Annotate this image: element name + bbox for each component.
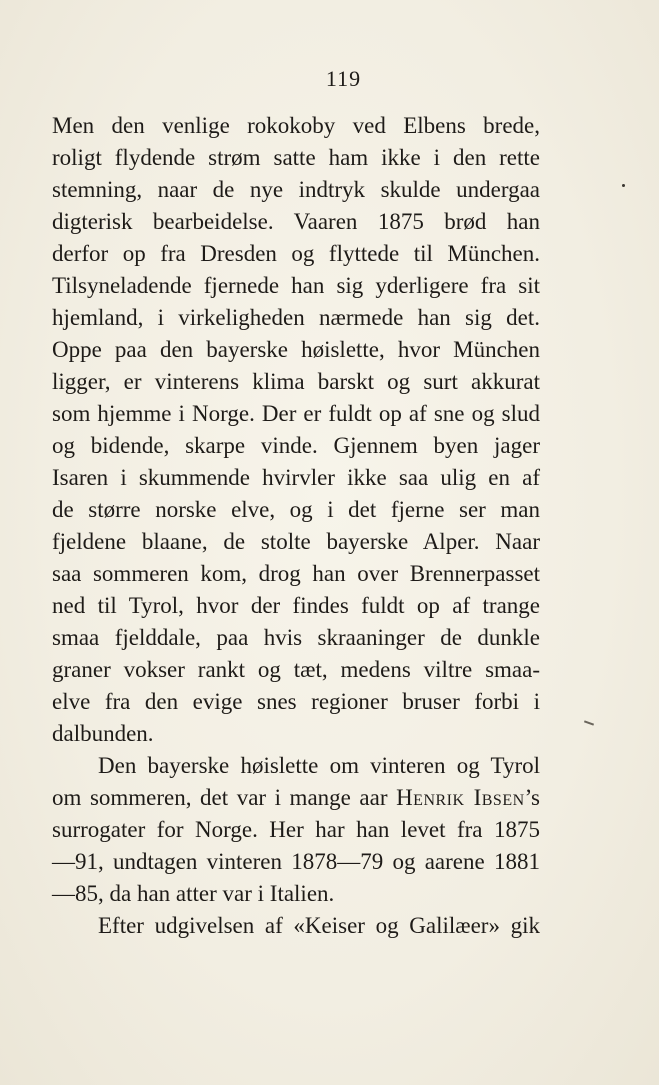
text-line-3: stemning, naar de nye indtryk skulde undergaa [52,177,540,202]
text-line-9: ligger, er vinterens klima barskt og surt akkurat [52,369,540,394]
text-line-15: saa sommeren kom, drog han over Brennerpasset [52,561,540,586]
page-number: 119 [325,66,362,91]
text-line-19: elve fra den evige snes regioner bruser forbi i [52,689,540,714]
author-name: Henrik Ibsen [396,785,525,810]
text-line-22 [52,782,540,814]
text-line-13: de større norske elve, og i det fjerne ser man [52,497,540,522]
text-line-6: Tilsyneladende fjernede han sig yderligere fra sit [52,273,540,298]
text-line-16: ned til Tyrol, hvor der findes fuldt op af trange [52,593,540,618]
text-line-7: hjemland, i virkeligheden nærmede han sig det. [52,305,540,330]
text-line-26: Efter udgivelsen af «Keiser og Galilæer» gik [98,913,540,938]
text-line-10: som hjemme i Norge. Der er fuldt op af sne og slud [52,401,540,426]
text-line-14: fjeldene blaane, de stolte bayerske Alper. Naar [52,529,540,554]
text-line-20: dalbunden. [52,721,154,746]
text-line-25: —85, da han atter var i Italien. [52,881,335,906]
text-line-18: graner vokser rankt og tæt, medens viltre smaa- [52,657,540,682]
text-line-23: surrogater for Norge. Her har han levet fra 1875 [52,817,540,842]
text-line-11: og bidende, skarpe vinde. Gjennem byen jager [52,433,540,458]
text-line-8: Oppe paa den bayerske høislette, hvor München [52,337,540,362]
possessive-suffix: ’s [524,785,541,810]
text-line-17: smaa fjelddale, paa hvis skraaninger de dunkle [52,625,540,650]
text-line-1: Men den venlige rokokoby ved Elbens brede, [52,113,540,138]
text-line-24: —91, undtagen vinteren 1878—79 og aarene 1881 [52,849,540,874]
text-line-5: derfor op fra Dresden og flyttede til München. [52,241,540,266]
paper-speck [622,184,625,187]
text-line-22-start: om sommeren, det var i mange aar [52,785,388,810]
text-line-2: roligt flydende strøm satte ham ikke i den rette [52,145,540,170]
text-line-21: Den bayerske høislette om vinteren og Tyrol [98,753,540,778]
paper-mark [584,720,594,725]
text-line-4: digterisk bearbeidelse. Vaaren 1875 brød han [52,209,540,234]
text-line-12: Isaren i skummende hvirvler ikke saa ulig en af [52,465,540,490]
